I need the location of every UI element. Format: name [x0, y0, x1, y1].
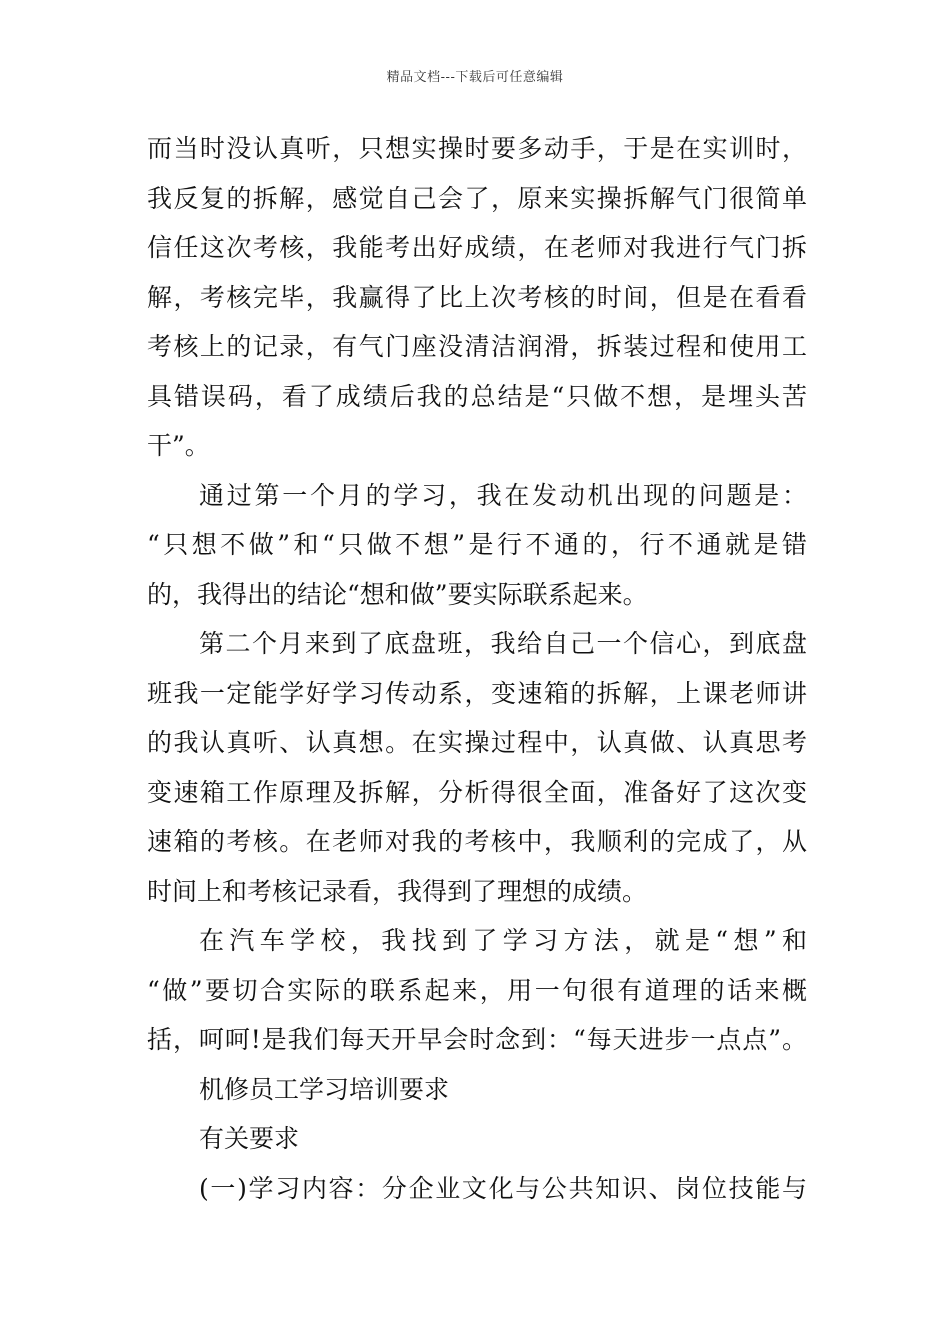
text-line: “只想不做”和“只做不想”是行不通的，行不通就是错 [147, 530, 807, 559]
text-line: 在汽车学校，我找到了学习方法，就是“想”和 [199, 926, 807, 955]
text-line: 有关要求 [199, 1124, 300, 1153]
text-line: 而当时没认真听，只想实操时要多动手，于是在实训时， [147, 134, 807, 163]
text-line: “做”要切合实际的联系起来，用一句很有道理的话来概 [147, 975, 807, 1005]
text-line: 速箱的考核。在老师对我的考核中，我顺利的完成了，从 [147, 827, 807, 856]
page-header: 精品文档---下载后可任意编辑 [386, 70, 564, 85]
text-line: 班我一定能学好学习传动系，变速箱的拆解，上课老师讲 [147, 678, 807, 708]
text-line: 括，呵呵!是我们每天开早会时念到：“每天进步一点点”。 [147, 1025, 807, 1054]
document-body [147, 124, 807, 1213]
text-line: 机修员工学习培训要求 [199, 1074, 450, 1104]
text-line: 干”。 [147, 431, 210, 460]
text-line: 时间上和考核记录看，我得到了理想的成绩。 [147, 876, 648, 906]
text-line: 解，考核完毕，我赢得了比上次考核的时间，但是在看看 [147, 282, 807, 312]
text-line: 第二个月来到了底盘班，我给自己一个信心，到底盘 [199, 629, 807, 658]
text-line: 考核上的记录，有气门座没清洁润滑，拆装过程和使用工 [147, 332, 807, 361]
text-line: 变速箱工作原理及拆解，分析得很全面，准备好了这次变 [147, 777, 807, 807]
text-line: 具错误码，看了成绩后我的总结是“只做不想，是埋头苦 [147, 381, 807, 411]
text-line: (一)学习内容：分企业文化与公共知识、岗位技能与 [199, 1173, 807, 1203]
text-line: 的我认真听、认真想。在实操过程中，认真做、认真思考 [147, 728, 807, 757]
text-line: 我反复的拆解，感觉自己会了，原来实操拆解气门很简单 [147, 183, 807, 213]
text-line: 信任这次考核，我能考出好成绩，在老师对我进行气门拆 [147, 233, 807, 262]
text-line: 通过第一个月的学习，我在发动机出现的问题是： [199, 480, 807, 510]
text-line: 的，我得出的结论“想和做”要实际联系起来。 [147, 579, 648, 609]
